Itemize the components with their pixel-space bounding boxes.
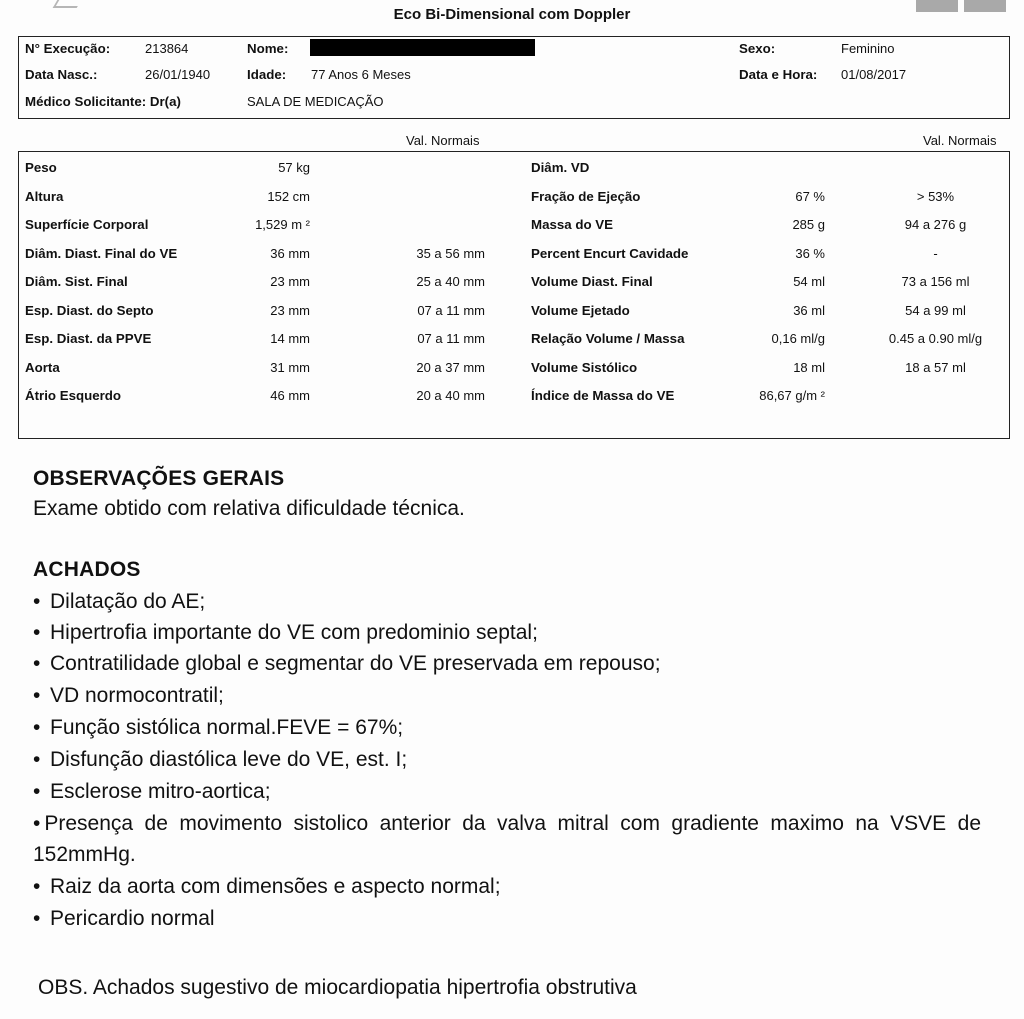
bullet-icon: •: [33, 621, 41, 644]
measurement-label: Índice de Massa do VE: [531, 388, 675, 403]
measurement-normal: -: [933, 245, 938, 261]
finding-item: [33, 621, 538, 645]
measurement-value: 23 mm: [270, 274, 310, 289]
finding-text: Hipertrofia importante do VE com predominio septal;: [50, 621, 538, 644]
bullet-icon: •: [33, 780, 41, 803]
finding-text: Contratilidade global e segmentar do VE preservada em repouso;: [50, 652, 661, 675]
document-title: Eco Bi-Dimensional com Doppler: [393, 6, 631, 23]
obs-note: OBS. Achados sugestivo de miocardiopatia hipertrofia obstrutiva: [38, 976, 637, 999]
measurement-value: 46 mm: [270, 388, 310, 403]
measurement-normal: 07 a 11 mm: [417, 302, 485, 318]
observations-heading: OBSERVAÇÕES GERAIS: [33, 467, 285, 490]
bullet-icon: •: [33, 716, 41, 739]
measurement-value: 86,67 g/m ²: [759, 388, 825, 403]
measurement-label: Volume Diast. Final: [531, 274, 653, 289]
measurement-normal: 73 a 156 ml: [901, 274, 970, 289]
finding-item: [33, 875, 501, 899]
bullet-icon: •: [33, 875, 41, 898]
finding-item: [33, 780, 271, 804]
observations-text: Exame obtido com relativa dificuldade técnica.: [33, 497, 465, 520]
finding-text: VD normocontratil;: [50, 684, 224, 707]
measurement-label: Volume Sistólico: [531, 359, 638, 375]
finding-text: Disfunção diastólica leve do VE, est. I;: [50, 748, 408, 771]
measurement-value: 57 kg: [278, 160, 310, 175]
measurement-value: 67 %: [795, 188, 825, 204]
measurement-value: 1,529 m ²: [255, 217, 310, 232]
measurement-normal: 54 a 99 ml: [905, 302, 966, 318]
measurement-label: Fração de Ejeção: [531, 188, 641, 204]
sex-label: Sexo:: [739, 41, 776, 56]
measurement-normal: 18 a 57 ml: [905, 359, 966, 375]
birth-value: 26/01/1940: [145, 67, 211, 82]
finding-text: Pericardio normal: [50, 907, 215, 930]
finding-item: [33, 684, 224, 708]
measurement-normal: 94 a 276 g: [904, 217, 967, 232]
name-label: Nome:: [247, 41, 289, 56]
finding-text: Função sistólica normal.FEVE = 67%;: [50, 716, 404, 739]
measurement-label: Esp. Diast. da PPVE: [25, 331, 152, 346]
finding-text: Esclerose mitro-aortica;: [50, 780, 271, 803]
measurement-label: Percent Encurt Cavidade: [531, 245, 689, 261]
measurement-label: Altura: [25, 188, 64, 204]
measurement-label: Peso: [25, 160, 57, 175]
measurement-label: Superfície Corporal: [25, 217, 149, 232]
measurement-normal: 20 a 37 mm: [416, 359, 485, 375]
measurement-normal: 07 a 11 mm: [417, 331, 485, 346]
bullet-icon: •: [33, 652, 41, 675]
measurement-label: Diâm. VD: [531, 160, 590, 175]
finding-text: Raiz da aorta com dimensões e aspecto normal;: [50, 875, 501, 898]
measurement-value: 0,16 ml/g: [771, 331, 825, 346]
measurement-value: 31 mm: [270, 359, 310, 375]
age-label: Idade:: [247, 67, 287, 82]
measurement-label: Aorta: [25, 359, 60, 375]
measurement-label: Esp. Diast. do Septo: [25, 302, 154, 318]
measurement-label: Átrio Esquerdo: [25, 388, 122, 403]
measurement-normal: 20 a 40 mm: [416, 388, 485, 403]
bullet-icon: •: [33, 748, 41, 771]
finding-item: [33, 590, 205, 614]
measurement-value: 36 mm: [270, 245, 310, 261]
bullet-icon: •: [33, 812, 41, 835]
measurement-normal: 0.45 a 0.90 ml/g: [888, 331, 983, 346]
bullet-icon: •: [33, 684, 41, 707]
age-value: 77 Anos 6 Meses: [311, 67, 411, 82]
birth-label: Data Nasc.:: [25, 67, 98, 82]
measurement-label: Relação Volume / Massa: [531, 331, 685, 346]
finding-item: [33, 652, 661, 676]
bullet-icon: •: [33, 907, 41, 930]
datetime-label: Data e Hora:: [739, 67, 818, 82]
exec-label: N° Execução:: [25, 41, 111, 56]
finding-item: [33, 716, 403, 740]
sex-value: Feminino: [841, 41, 895, 56]
measurement-value: 14 mm: [270, 331, 310, 346]
datetime-value: 01/08/2017: [841, 67, 907, 82]
finding-item: [33, 907, 215, 931]
measurement-value: 152 cm: [267, 188, 310, 204]
finding-item: [33, 748, 407, 772]
measurement-value: 36 %: [795, 245, 825, 261]
measurement-value: 23 mm: [270, 302, 310, 318]
finding-text: Dilatação do AE;: [50, 590, 206, 613]
normals-header-right: Val. Normais: [923, 133, 997, 148]
measurement-value: 54 ml: [793, 274, 825, 289]
name-redaction: [310, 39, 535, 56]
measurement-normal: 25 a 40 mm: [416, 274, 485, 289]
findings-heading: ACHADOS: [33, 558, 141, 581]
finding-item: [33, 808, 981, 870]
normals-header-left: Val. Normais: [406, 133, 480, 148]
finding-text: Presença de movimento sistolico anterior da valva mitral com gradiente maximo na VSVE de 152mmHg.: [33, 812, 981, 866]
exec-value: 213864: [145, 41, 189, 56]
measurement-label: Diâm. Sist. Final: [25, 274, 128, 289]
measurement-label: Diâm. Diast. Final do VE: [25, 245, 178, 261]
measurement-value: 18 ml: [793, 359, 825, 375]
measurement-normal: > 53%: [916, 188, 955, 204]
bullet-icon: •: [33, 590, 41, 613]
doctor-label: Médico Solicitante: Dr(a): [25, 94, 181, 109]
measurement-label: Volume Ejetado: [531, 302, 630, 318]
measurement-normal: 35 a 56 mm: [416, 245, 485, 261]
measurement-label: Massa do VE: [531, 217, 614, 232]
doctor-value: SALA DE MEDICAÇÃO: [247, 94, 384, 109]
measurement-value: 36 ml: [793, 302, 825, 318]
measurement-value: 285 g: [792, 217, 825, 232]
